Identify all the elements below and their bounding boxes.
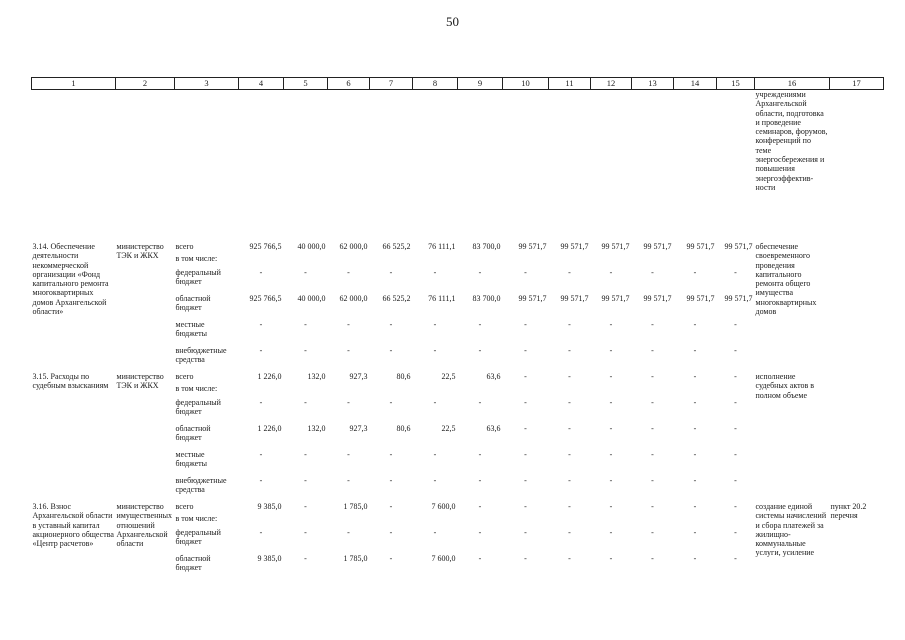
amount-cell: 1 226,0 bbox=[257, 372, 282, 381]
funding-source-text: местные бюджеты bbox=[175, 450, 208, 469]
amount-cell: - bbox=[478, 528, 482, 537]
amount-cell: - bbox=[734, 346, 737, 355]
amount-cell: - bbox=[478, 554, 482, 563]
amount-cell: - bbox=[389, 554, 393, 563]
measure-name: 3.15. Расходы по судебным взысканиям bbox=[32, 372, 109, 391]
continuation-row bbox=[32, 90, 884, 243]
funding-source-text: всего bbox=[175, 372, 194, 381]
amount-cell: - bbox=[693, 398, 697, 407]
funding-source-label bbox=[175, 346, 239, 372]
amount-cell: 66 525,2 bbox=[382, 294, 411, 303]
funding-source-text: внебюджетные средства bbox=[175, 346, 227, 365]
header-cell: 15 bbox=[717, 78, 755, 90]
amount-cell: - bbox=[347, 268, 350, 277]
header-cell: 1 bbox=[32, 78, 116, 90]
funding-source-text: областной бюджет bbox=[175, 554, 211, 573]
amount-cell: - bbox=[259, 398, 263, 407]
amount-cell: 132,0 bbox=[307, 372, 326, 381]
amount-cell: - bbox=[304, 528, 307, 537]
funding-source-text: внебюджетные средства bbox=[175, 476, 227, 495]
amount-cell: - bbox=[389, 346, 393, 355]
note bbox=[830, 372, 884, 502]
amount-cell: 40 000,0 bbox=[297, 294, 326, 303]
amount-cell: - bbox=[524, 398, 527, 407]
amount-cell: - bbox=[389, 320, 393, 329]
amount-cell: - bbox=[568, 372, 571, 381]
amount-cell: - bbox=[524, 268, 527, 277]
amount-cell: 1 785,0 bbox=[343, 502, 368, 511]
table-row bbox=[32, 502, 884, 528]
amount-cell: 9 385,0 bbox=[257, 502, 282, 511]
funding-source-label bbox=[175, 424, 239, 450]
funding-source-label bbox=[175, 320, 239, 346]
amount-cell: - bbox=[651, 476, 654, 485]
header-cell: 7 bbox=[370, 78, 413, 90]
amount-cell: - bbox=[693, 450, 697, 459]
header-cell: 5 bbox=[284, 78, 328, 90]
amount-cell: - bbox=[259, 476, 263, 485]
funding-source-text: всего bbox=[175, 242, 194, 251]
amount-cell: - bbox=[478, 398, 482, 407]
table-row bbox=[32, 372, 884, 398]
amount-cell: - bbox=[651, 320, 654, 329]
amount-cell: 80,6 bbox=[396, 372, 411, 381]
funding-source-subtext: в том числе: bbox=[175, 254, 218, 264]
amount-cell: - bbox=[693, 424, 697, 433]
amount-cell: - bbox=[259, 346, 263, 355]
amount-cell: - bbox=[524, 502, 527, 511]
amount-cell: - bbox=[304, 476, 307, 485]
amount-cell: - bbox=[524, 346, 527, 355]
financing-table bbox=[31, 77, 884, 580]
amount-cell: - bbox=[734, 476, 737, 485]
amount-cell: - bbox=[347, 346, 350, 355]
amount-cell: 99 571,7 bbox=[601, 242, 630, 251]
header-cell: 11 bbox=[549, 78, 591, 90]
funding-source-label bbox=[175, 372, 239, 398]
amount-cell: - bbox=[609, 528, 613, 537]
amount-cell: - bbox=[259, 320, 263, 329]
funding-source-label bbox=[175, 450, 239, 476]
funding-source-text: всего bbox=[175, 502, 194, 511]
amount-cell: 1 785,0 bbox=[343, 554, 368, 563]
amount-cell: - bbox=[651, 554, 654, 563]
amount-cell: - bbox=[609, 346, 613, 355]
amount-cell: - bbox=[609, 424, 613, 433]
amount-cell: - bbox=[693, 554, 697, 563]
amount-cell: - bbox=[609, 398, 613, 407]
amount-cell: 99 571,7 bbox=[518, 242, 547, 251]
amount-cell: - bbox=[304, 268, 307, 277]
funding-source-label bbox=[175, 528, 239, 554]
amount-cell: - bbox=[734, 450, 737, 459]
header-cell: 6 bbox=[328, 78, 370, 90]
amount-cell: 76 111,1 bbox=[428, 242, 456, 251]
amount-cell: - bbox=[693, 346, 697, 355]
amount-cell: - bbox=[609, 268, 613, 277]
funding-source-label bbox=[175, 268, 239, 294]
table-row bbox=[32, 242, 884, 268]
amount-cell: - bbox=[693, 502, 697, 511]
funding-source-text: федеральный бюджет bbox=[175, 398, 221, 417]
amount-cell: - bbox=[524, 528, 527, 537]
funding-source-text: областной бюджет bbox=[175, 424, 211, 443]
amount-cell: - bbox=[478, 320, 482, 329]
amount-cell: - bbox=[304, 320, 307, 329]
table-body bbox=[32, 78, 884, 581]
amount-cell: - bbox=[568, 502, 571, 511]
amount-cell: - bbox=[568, 476, 571, 485]
funding-source-text: федеральный бюджет bbox=[175, 268, 221, 287]
header-cell: 12 bbox=[591, 78, 632, 90]
expected-result: исполнение судебных актов в полном объеме bbox=[755, 372, 815, 400]
header-cell: 8 bbox=[413, 78, 458, 90]
executor: министерство ТЭК и ЖКХ bbox=[116, 242, 164, 261]
amount-cell: 62 000,0 bbox=[339, 242, 368, 251]
amount-cell: - bbox=[734, 372, 737, 381]
amount-cell: 76 111,1 bbox=[428, 294, 456, 303]
amount-cell: 99 571,7 bbox=[686, 242, 715, 251]
amount-cell: - bbox=[734, 320, 737, 329]
amount-cell: - bbox=[389, 450, 393, 459]
amount-cell: - bbox=[478, 268, 482, 277]
amount-cell: - bbox=[693, 372, 697, 381]
amount-cell: 927,3 bbox=[349, 372, 368, 381]
amount-cell: - bbox=[568, 554, 571, 563]
amount-cell: - bbox=[693, 320, 697, 329]
header-row bbox=[32, 78, 884, 90]
funding-source-label bbox=[175, 294, 239, 320]
amount-cell: - bbox=[478, 476, 482, 485]
amount-cell: - bbox=[524, 476, 527, 485]
amount-cell: - bbox=[478, 502, 482, 511]
amount-cell: - bbox=[734, 398, 737, 407]
amount-cell: - bbox=[389, 528, 393, 537]
amount-cell: 99 571,7 bbox=[724, 294, 753, 303]
amount-cell: 7 600,0 bbox=[431, 502, 456, 511]
amount-cell: - bbox=[568, 424, 571, 433]
amount-cell: - bbox=[389, 476, 393, 485]
amount-cell: - bbox=[304, 502, 307, 511]
continued-result-text: учреждениями Архангельской области, подготовка и проведение семинаров, форумов, конференций по теме энергосбережения и повышения энергоэффектив-ности bbox=[755, 90, 828, 192]
amount-cell: - bbox=[259, 528, 263, 537]
amount-cell: - bbox=[389, 268, 393, 277]
amount-cell: - bbox=[478, 346, 482, 355]
executor: министерство ТЭК и ЖКХ bbox=[116, 372, 164, 391]
funding-source-label bbox=[175, 502, 239, 528]
amount-cell: - bbox=[347, 450, 350, 459]
measure-name: 3.14. Обеспечение деятельности некоммерческой организации «Фонд капитального ремонта многоквартирных домов Архангельской области» bbox=[32, 242, 109, 317]
header-cell: 10 bbox=[503, 78, 549, 90]
header-cell: 16 bbox=[755, 78, 830, 90]
amount-cell: - bbox=[433, 320, 437, 329]
amount-cell: - bbox=[304, 398, 307, 407]
amount-cell: 99 571,7 bbox=[560, 294, 589, 303]
amount-cell: - bbox=[524, 372, 527, 381]
expected-result: обеспечение своевременного проведения капитального ремонта общего имущества многоквартирных домов bbox=[755, 242, 817, 317]
amount-cell: - bbox=[259, 268, 263, 277]
amount-cell: 99 571,7 bbox=[601, 294, 630, 303]
amount-cell: - bbox=[568, 346, 571, 355]
amount-cell: - bbox=[651, 502, 654, 511]
amount-cell: 99 571,7 bbox=[643, 294, 672, 303]
amount-cell: 83 700,0 bbox=[472, 294, 501, 303]
amount-cell: - bbox=[389, 398, 393, 407]
funding-source-text: областной бюджет bbox=[175, 294, 211, 313]
amount-cell: - bbox=[347, 476, 350, 485]
expected-result: создание единой системы начислений и сбора платежей за жилищно-коммунальные услуги, усиление bbox=[755, 502, 827, 558]
amount-cell: 63,6 bbox=[486, 424, 501, 433]
funding-source-label bbox=[175, 476, 239, 502]
amount-cell: 925 766,5 bbox=[249, 242, 282, 251]
header-cell: 14 bbox=[674, 78, 717, 90]
funding-source-label bbox=[175, 554, 239, 580]
amount-cell: - bbox=[259, 450, 263, 459]
amount-cell: 22,5 bbox=[441, 424, 456, 433]
measure-name: 3.16. Взнос Архангельской области в уставный капитал акционерного общества «Центр расчетов» bbox=[32, 502, 114, 549]
amount-cell: - bbox=[433, 346, 437, 355]
amount-cell: - bbox=[693, 528, 697, 537]
amount-cell: 83 700,0 bbox=[472, 242, 501, 251]
amount-cell: - bbox=[478, 450, 482, 459]
executor: министерство имущественных отношений Архангельской области bbox=[116, 502, 173, 549]
amount-cell: - bbox=[693, 476, 697, 485]
amount-cell: 99 571,7 bbox=[724, 242, 753, 251]
amount-cell: - bbox=[734, 424, 737, 433]
amount-cell: - bbox=[568, 450, 571, 459]
amount-cell: - bbox=[734, 554, 737, 563]
amount-cell: 99 571,7 bbox=[518, 294, 547, 303]
page-number: 50 bbox=[446, 14, 459, 29]
amount-cell: 925 766,5 bbox=[249, 294, 282, 303]
amount-cell: 99 571,7 bbox=[643, 242, 672, 251]
amount-cell: - bbox=[389, 502, 393, 511]
amount-cell: 62 000,0 bbox=[339, 294, 368, 303]
note bbox=[830, 242, 884, 372]
funding-source-text: местные бюджеты bbox=[175, 320, 208, 339]
amount-cell: 99 571,7 bbox=[560, 242, 589, 251]
amount-cell: - bbox=[609, 320, 613, 329]
amount-cell: - bbox=[609, 502, 613, 511]
amount-cell: - bbox=[568, 268, 571, 277]
amount-cell: - bbox=[651, 398, 654, 407]
amount-cell: - bbox=[609, 476, 613, 485]
funding-source-label bbox=[175, 242, 239, 268]
amount-cell: - bbox=[609, 554, 613, 563]
amount-cell: - bbox=[651, 268, 654, 277]
amount-cell: - bbox=[433, 398, 437, 407]
amount-cell: 927,3 bbox=[349, 424, 368, 433]
header-cell: 3 bbox=[175, 78, 239, 90]
amount-cell: - bbox=[433, 476, 437, 485]
amount-cell: - bbox=[651, 450, 654, 459]
funding-source-label bbox=[175, 398, 239, 424]
amount-cell: - bbox=[524, 450, 527, 459]
amount-cell: - bbox=[568, 398, 571, 407]
amount-cell: - bbox=[734, 268, 737, 277]
amount-cell: - bbox=[304, 346, 307, 355]
amount-cell: - bbox=[304, 554, 307, 563]
amount-cell: - bbox=[651, 424, 654, 433]
amount-cell: - bbox=[568, 320, 571, 329]
amount-cell: - bbox=[651, 372, 654, 381]
header-cell: 17 bbox=[830, 78, 884, 90]
amount-cell: - bbox=[524, 424, 527, 433]
amount-cell: - bbox=[524, 554, 527, 563]
funding-source-subtext: в том числе: bbox=[175, 514, 218, 524]
note: пункт 20.2 перечня bbox=[830, 502, 867, 521]
header-cell: 9 bbox=[458, 78, 503, 90]
amount-cell: - bbox=[347, 320, 350, 329]
funding-source-subtext: в том числе: bbox=[175, 384, 218, 394]
amount-cell: 132,0 bbox=[307, 424, 326, 433]
header-cell: 2 bbox=[116, 78, 175, 90]
amount-cell: - bbox=[433, 528, 437, 537]
amount-cell: - bbox=[651, 346, 654, 355]
header-cell: 13 bbox=[632, 78, 674, 90]
amount-cell: 7 600,0 bbox=[431, 554, 456, 563]
amount-cell: - bbox=[433, 268, 437, 277]
amount-cell: - bbox=[304, 450, 307, 459]
amount-cell: - bbox=[524, 320, 527, 329]
amount-cell: 63,6 bbox=[486, 372, 501, 381]
funding-source-text: федеральный бюджет bbox=[175, 528, 221, 547]
amount-cell: 40 000,0 bbox=[297, 242, 326, 251]
amount-cell: - bbox=[347, 398, 350, 407]
amount-cell: - bbox=[609, 372, 613, 381]
amount-cell: - bbox=[651, 528, 654, 537]
amount-cell: - bbox=[609, 450, 613, 459]
amount-cell: - bbox=[693, 268, 697, 277]
amount-cell: - bbox=[433, 450, 437, 459]
amount-cell: - bbox=[734, 528, 737, 537]
amount-cell: 1 226,0 bbox=[257, 424, 282, 433]
amount-cell: 22,5 bbox=[441, 372, 456, 381]
amount-cell: - bbox=[347, 528, 350, 537]
header-cell: 4 bbox=[239, 78, 284, 90]
amount-cell: 66 525,2 bbox=[382, 242, 411, 251]
amount-cell: 80,6 bbox=[396, 424, 411, 433]
amount-cell: - bbox=[734, 502, 737, 511]
amount-cell: - bbox=[568, 528, 571, 537]
amount-cell: 9 385,0 bbox=[257, 554, 282, 563]
amount-cell: 99 571,7 bbox=[686, 294, 715, 303]
